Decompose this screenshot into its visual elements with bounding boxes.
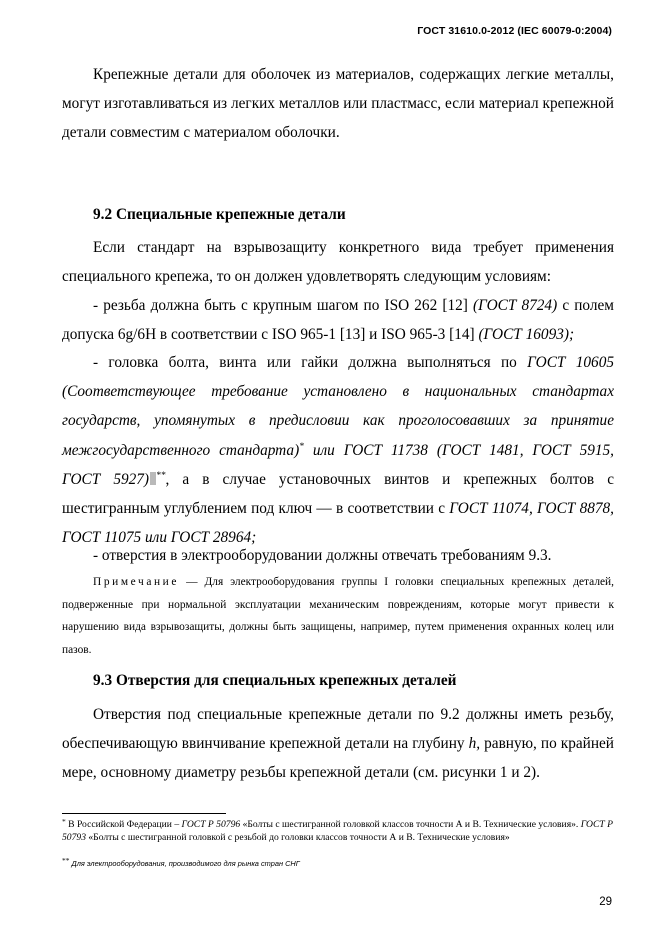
section-9-2-paragraph: Если стандарт на взрывозащиту конкретного вида требует применения специального крепежа, то он должен удовлетворять следующим условиям: bbox=[62, 239, 614, 286]
footnote-1-ref-a: ГОСТ Р 50796 bbox=[181, 819, 241, 830]
footnote-ref-1[interactable]: * bbox=[299, 441, 304, 452]
depth-symbol: h, bbox=[468, 735, 481, 753]
page-number: 29 bbox=[599, 896, 612, 908]
section-9-3-heading: 9.3 Отверстия для специальных крепежных деталей bbox=[93, 672, 457, 689]
note-block bbox=[62, 571, 614, 661]
footnote-2-text: Для электрооборудования, производимого для рынка стран СНГ bbox=[69, 859, 300, 868]
footnote-2 bbox=[62, 858, 614, 871]
note-text: — Для электрооборудования группы I головки специальных крепежных деталей, подверженные при нормальной эксплуатации механическим повреждениям, которые могут привести к нарушению вида взрывозащиты, должны быть защищены, например, путем применения охранных колец или пазов. bbox=[62, 576, 614, 656]
footnote-1-text-a: В Российской Федерации – bbox=[65, 819, 182, 830]
item2-text-b: , а в случае установочных винтов и крепежных болтов с шестигранным углублением под ключ — в соответствии с bbox=[62, 470, 614, 518]
item1-ref-gost-16093: (ГОСТ 16093); bbox=[478, 326, 575, 344]
footnote-1-text-b: «Болты с шестигранной головкой классов точности А и В. Технические условия». bbox=[240, 819, 581, 830]
footnote-1 bbox=[62, 819, 614, 844]
item2-ref-gost-11738: или ГОСТ 11738 (ГОСТ 1481, ГОСТ 5915, ГОСТ 5927) bbox=[62, 441, 614, 488]
section-9-3-paragraph bbox=[62, 700, 614, 788]
item1-text-b: с полем допуска 6g/6H в соответствии с ISO 965-1 [13] и ISO 965-3 [14] bbox=[62, 297, 614, 344]
running-header: ГОСТ 31610.0-2012 (IEC 60079-0:2004) bbox=[417, 25, 612, 37]
item2-ref-gost-list: ГОСТ 11074, ГОСТ 8878, ГОСТ 11075 или ГОСТ 28964; bbox=[62, 500, 614, 547]
footnote-1-text-c: «Болты с шестигранной головкой с резьбой до головки классов точности А и В. Технические условия» bbox=[85, 831, 510, 843]
footnote-ref-2[interactable]: ** bbox=[156, 470, 166, 481]
footnote-2-mark: ** bbox=[62, 856, 70, 865]
item1-ref-gost-8724: (ГОСТ 8724) bbox=[473, 297, 558, 314]
note-label: Примечание bbox=[93, 576, 180, 588]
footnote-divider bbox=[62, 813, 226, 814]
item2-ref-gost-10605: ГОСТ 10605 (Соответствующее требование установлено в национальных стандартах государств, упомянутых в предисловии как проголосовавших за принятие межгосударственного стандарта) bbox=[62, 354, 614, 459]
holes-requirement-item: - отверстия в электрооборудовании должны отвечать требованиям 9.3. bbox=[93, 547, 552, 564]
head-requirement-item bbox=[62, 348, 614, 552]
para-9-3-text-b: равную, по крайней мере, основному диаметру резьбы крепежной детали (см. рисунки 1 и 2). bbox=[62, 735, 614, 782]
item1-text-a: - резьба должна быть с крупным шагом по ISO 262 [12] bbox=[93, 297, 473, 314]
intro-paragraph: Крепежные детали для оболочек из материалов, содержащих легкие металлы, могут изготавливаться из легких металлов или пластмасс, если материал крепежной детали совместим с материалом оболочки. bbox=[62, 66, 614, 142]
para-9-3-text-a: Отверстия под специальные крепежные детали по 9.2 должны иметь резьбу, обеспечивающую ввинчивание крепежной детали на глубину bbox=[62, 706, 614, 753]
footnote-1-ref-b: ГОСТ Р 50793 bbox=[62, 819, 613, 843]
footnote-1-mark: * bbox=[62, 817, 66, 826]
thread-requirement-item bbox=[62, 291, 614, 349]
item2-text-a: - головка болта, винта или гайки должна выполняться по bbox=[93, 354, 528, 371]
section-9-2-heading: 9.2 Специальные крепежные детали bbox=[93, 206, 346, 223]
